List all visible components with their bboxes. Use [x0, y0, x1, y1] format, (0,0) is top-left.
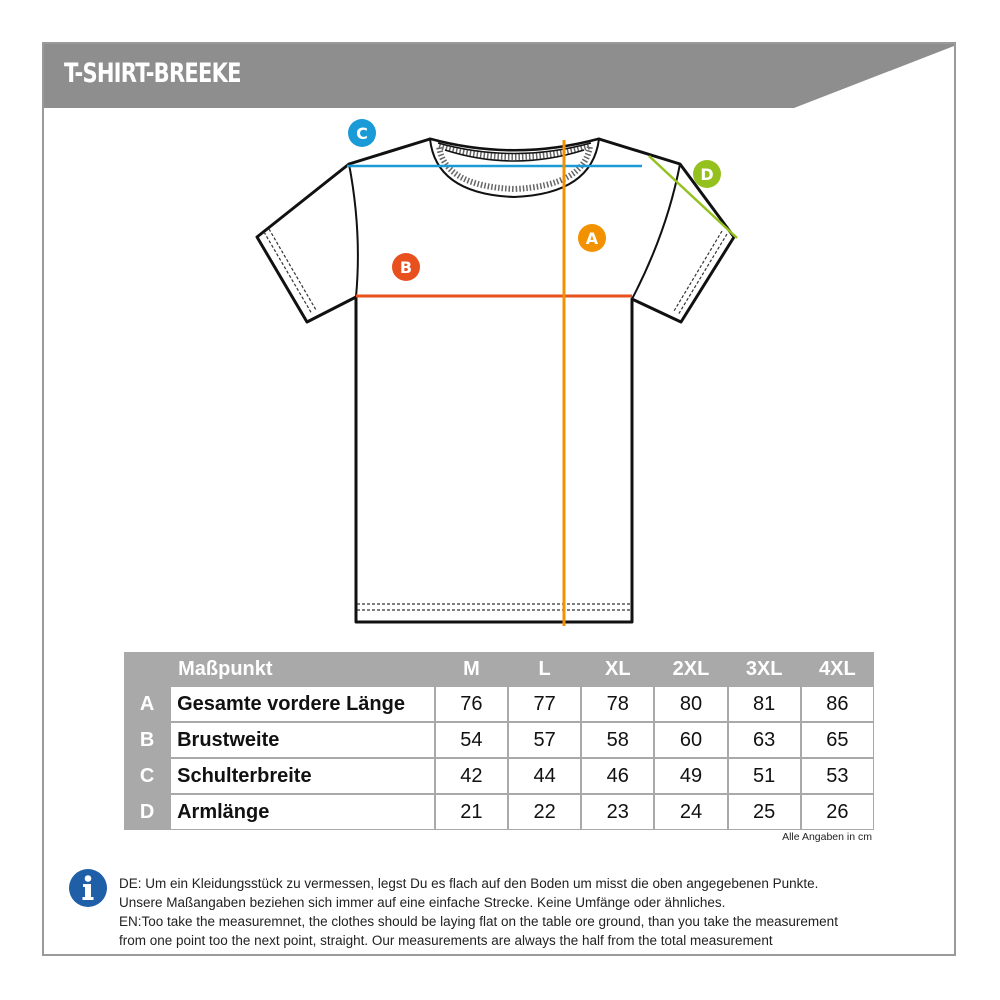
table-cell: 76 [435, 686, 508, 722]
table-cell: 80 [654, 686, 727, 722]
table-cell: 58 [581, 722, 654, 758]
table-cell: 54 [435, 722, 508, 758]
tshirt-outline [257, 139, 734, 622]
info-line: EN:Too take the measuremnet, the clothes should be laying flat on the table ore ground, than you take the measurement [119, 914, 838, 929]
column-header-size: 2XL [654, 652, 727, 686]
size-chart-frame [42, 42, 956, 956]
row-name: Schulterbreite [170, 758, 435, 794]
table-cell: 63 [728, 722, 801, 758]
table-cell: 24 [654, 794, 727, 830]
info-icon [68, 868, 108, 908]
table-row [124, 794, 874, 830]
table-header-corner [124, 652, 170, 686]
row-name: Armlänge [170, 794, 435, 830]
page-title: T-SHIRT-BREEKE [64, 58, 241, 89]
table-header-row [124, 652, 874, 686]
units-note: Alle Angaben in cm [782, 831, 872, 843]
table-cell: 46 [581, 758, 654, 794]
svg-text:A: A [585, 229, 599, 248]
table-cell: 57 [508, 722, 581, 758]
table-cell: 42 [435, 758, 508, 794]
table-cell: 53 [801, 758, 874, 794]
table-cell: 49 [654, 758, 727, 794]
column-header-size: 3XL [728, 652, 801, 686]
marker-b [392, 253, 420, 281]
tshirt-diagram [44, 44, 954, 644]
table-row [124, 686, 874, 722]
table-cell: 23 [581, 794, 654, 830]
marker-c [348, 119, 376, 147]
table-cell: 26 [801, 794, 874, 830]
column-header-size: M [435, 652, 508, 686]
column-header-size: L [508, 652, 581, 686]
info-line: DE: Um ein Kleidungsstück zu vermessen, legst Du es flach auf den Boden um misst die oben angegebenen Punkte. [119, 876, 819, 891]
table-cell: 86 [801, 686, 874, 722]
table-row [124, 722, 874, 758]
row-letter: C [124, 758, 170, 794]
row-letter: B [124, 722, 170, 758]
table-cell: 60 [654, 722, 727, 758]
column-header-size: XL [581, 652, 654, 686]
svg-text:B: B [399, 258, 413, 277]
column-header-size: 4XL [801, 652, 874, 686]
table-cell: 78 [581, 686, 654, 722]
info-text [119, 874, 939, 950]
table-row [124, 758, 874, 794]
row-letter: D [124, 794, 170, 830]
table-cell: 81 [728, 686, 801, 722]
table-cell: 44 [508, 758, 581, 794]
table-cell: 21 [435, 794, 508, 830]
size-table [124, 652, 874, 830]
column-header-measure-point: Maßpunkt [170, 652, 435, 686]
table-cell: 22 [508, 794, 581, 830]
table-cell: 65 [801, 722, 874, 758]
marker-a [578, 224, 606, 252]
table-cell: 25 [728, 794, 801, 830]
table-cell: 77 [508, 686, 581, 722]
svg-text:D: D [700, 165, 714, 184]
row-name: Gesamte vordere Länge [170, 686, 435, 722]
row-letter: A [124, 686, 170, 722]
table-cell: 51 [728, 758, 801, 794]
row-name: Brustweite [170, 722, 435, 758]
svg-text:C: C [356, 124, 368, 143]
marker-d [693, 160, 721, 188]
info-line: from one point too the next point, straight. Our measurements are always the half from the total measurement [119, 933, 773, 948]
info-line: Unsere Maßangaben beziehen sich immer auf eine einfache Strecke. Keine Umfänge oder ähnliches. [119, 895, 726, 910]
